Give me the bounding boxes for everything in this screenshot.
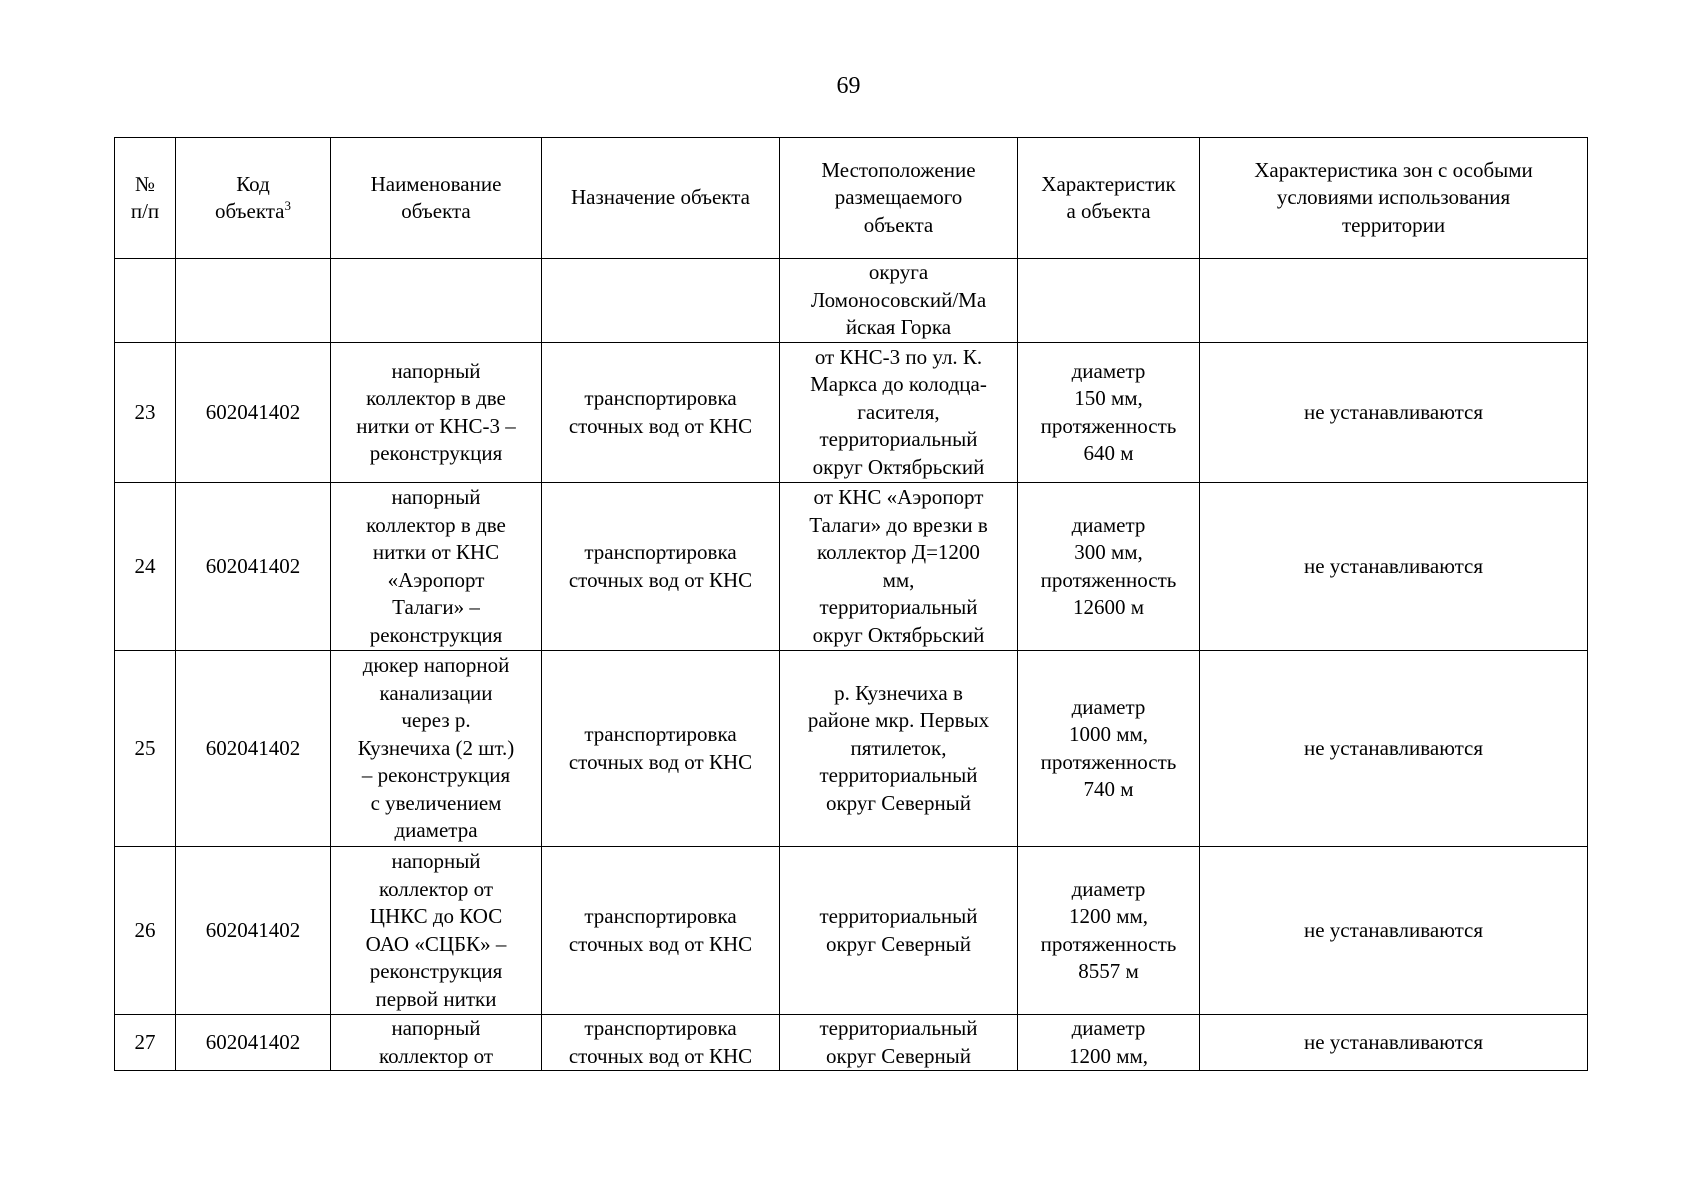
- cell-object-name: напорный коллектор от ЦНКС до КОС ОАО «СЦБК» – реконструкция первой нитки: [331, 847, 542, 1015]
- header-object-code: Код объекта$^3$: [176, 138, 331, 259]
- table-row: [115, 343, 1588, 483]
- header-object-location: Местоположение размещаемого объекта: [780, 138, 1018, 259]
- header-object-characteristic: Характеристик а объекта: [1018, 138, 1200, 259]
- header-number: № п/п: [115, 138, 176, 259]
- table-row: [115, 259, 1588, 343]
- table-row: [115, 483, 1588, 651]
- cell-object-location: от КНС «Аэропорт Талаги» до врезки в коллектор Д=1200 мм, территориальный округ Октябрьский: [780, 483, 1018, 651]
- cell-object-location: территориальный округ Северный: [780, 1015, 1018, 1071]
- cell-object-purpose: транспортировка сточных вод от КНС: [542, 483, 780, 651]
- cell-special-zones: [1200, 259, 1588, 343]
- cell-object-purpose: [542, 259, 780, 343]
- cell-object-purpose: транспортировка сточных вод от КНС: [542, 1015, 780, 1071]
- table-row: [115, 847, 1588, 1015]
- cell-object-name: дюкер напорной канализации через р. Кузнечиха (2 шт.) – реконструкция с увеличением диаметра: [331, 651, 542, 847]
- cell-object-characteristic: диаметр 300 мм, протяженность 12600 м: [1018, 483, 1200, 651]
- header-object-purpose: Назначение объекта: [542, 138, 780, 259]
- cell-special-zones: не устанавливаются: [1200, 847, 1588, 1015]
- cell-object-location: р. Кузнечиха в районе мкр. Первых пятилеток, территориальный округ Северный: [780, 651, 1018, 847]
- cell-object-characteristic: диаметр 150 мм, протяженность 640 м: [1018, 343, 1200, 483]
- cell-number: 25: [115, 651, 176, 847]
- cell-object-characteristic: диаметр 1200 мм,: [1018, 1015, 1200, 1071]
- cell-special-zones: не устанавливаются: [1200, 651, 1588, 847]
- cell-object-location: округа Ломоносовский/Ма йская Горка: [780, 259, 1018, 343]
- header-object-name: Наименование объекта: [331, 138, 542, 259]
- cell-object-characteristic: диаметр 1200 мм, протяженность 8557 м: [1018, 847, 1200, 1015]
- cell-object-name: напорный коллектор в две нитки от КНС «Аэропорт Талаги» – реконструкция: [331, 483, 542, 651]
- table-header-row: [115, 138, 1588, 259]
- cell-object-name: напорный коллектор от: [331, 1015, 542, 1071]
- table-row: [115, 651, 1588, 847]
- cell-object-purpose: транспортировка сточных вод от КНС: [542, 651, 780, 847]
- cell-number: [115, 259, 176, 343]
- cell-object-name: [331, 259, 542, 343]
- cell-number: 24: [115, 483, 176, 651]
- cell-number: 26: [115, 847, 176, 1015]
- cell-object-code: 602041402: [176, 343, 331, 483]
- cell-object-code: 602041402: [176, 651, 331, 847]
- table-row: [115, 1015, 1588, 1071]
- cell-object-code: 602041402: [176, 1015, 331, 1071]
- cell-number: 27: [115, 1015, 176, 1071]
- objects-table: [114, 137, 1588, 1071]
- cell-object-characteristic: [1018, 259, 1200, 343]
- cell-object-purpose: транспортировка сточных вод от КНС: [542, 847, 780, 1015]
- cell-object-characteristic: диаметр 1000 мм, протяженность 740 м: [1018, 651, 1200, 847]
- footnote-marker: 3: [284, 198, 292, 213]
- cell-object-code: [176, 259, 331, 343]
- cell-special-zones: не устанавливаются: [1200, 483, 1588, 651]
- page-number: 69: [836, 73, 861, 99]
- cell-object-location: территориальный округ Северный: [780, 847, 1018, 1015]
- cell-special-zones: не устанавливаются: [1200, 1015, 1588, 1071]
- cell-object-code: 602041402: [176, 847, 331, 1015]
- cell-object-code: 602041402: [176, 483, 331, 651]
- header-special-zones: Характеристика зон с особыми условиями использования территории: [1200, 138, 1588, 259]
- cell-object-name: напорный коллектор в две нитки от КНС-3 – реконструкция: [331, 343, 542, 483]
- cell-object-location: от КНС-3 по ул. К. Маркса до колодца- гасителя, территориальный округ Октябрьский: [780, 343, 1018, 483]
- cell-special-zones: не устанавливаются: [1200, 343, 1588, 483]
- cell-object-purpose: транспортировка сточных вод от КНС: [542, 343, 780, 483]
- cell-number: 23: [115, 343, 176, 483]
